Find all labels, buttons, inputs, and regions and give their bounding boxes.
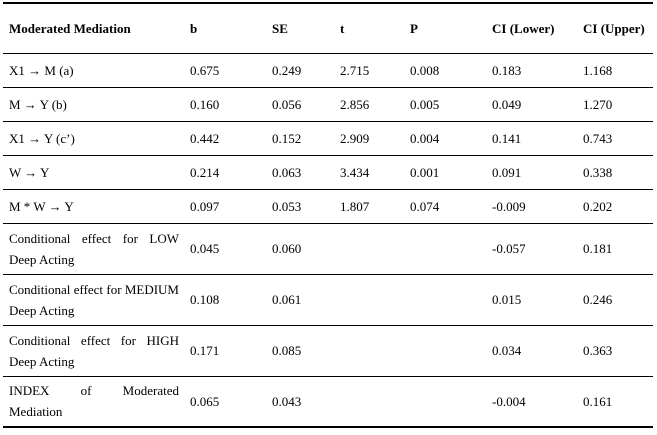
header-ci-lower: CI (Lower)	[492, 20, 555, 36]
cell-ci-upper: 0.161	[583, 393, 613, 409]
cell-p	[405, 376, 487, 427]
header-b: b	[190, 20, 198, 36]
table-row	[3, 53, 653, 87]
cell-t: 2.909	[340, 130, 370, 146]
cell-se: 0.060	[272, 241, 302, 256]
cell-b: 0.097	[190, 198, 220, 214]
cell-t: 2.856	[340, 96, 370, 112]
header-moderated-mediation: Moderated Mediation	[9, 20, 131, 36]
cell-se: 0.152	[272, 130, 302, 146]
cell-b: 0.160	[190, 96, 220, 112]
cell-p: 0.008	[410, 62, 440, 78]
table-row	[3, 325, 653, 376]
table-row	[3, 87, 653, 121]
cell-se: 0.249	[272, 62, 302, 78]
cell-se: 0.085	[272, 343, 302, 358]
cell-ci-upper: 1.168	[583, 62, 613, 78]
header-row	[3, 3, 653, 53]
table-body	[3, 53, 653, 427]
cell-ci-upper: 0.246	[583, 292, 613, 307]
table-row	[3, 155, 653, 189]
row-label: Conditional effect for LOW Deep Acting	[9, 230, 179, 267]
cell-ci-lower: 0.091	[492, 164, 522, 180]
table-row	[3, 376, 653, 427]
cell-ci-lower: 0.183	[492, 62, 522, 78]
cell-ci-lower: 0.034	[492, 343, 522, 358]
cell-p	[405, 223, 487, 274]
cell-b: 0.108	[190, 292, 220, 307]
cell-ci-upper: 0.202	[583, 198, 613, 214]
cell-ci-lower: 0.141	[492, 130, 522, 146]
cell-t	[335, 223, 405, 274]
cell-ci-lower: -0.057	[492, 241, 526, 256]
row-label: M * W → Y	[9, 198, 74, 214]
row-label: Conditional effect for HIGH Deep Acting	[9, 332, 179, 369]
header-t: t	[340, 20, 345, 36]
cell-p	[405, 325, 487, 376]
cell-t	[335, 274, 405, 325]
cell-t	[335, 376, 405, 427]
cell-se: 0.053	[272, 198, 302, 214]
row-label: X1 → Y (c’)	[9, 130, 75, 146]
cell-p: 0.004	[410, 130, 440, 146]
cell-b: 0.065	[190, 393, 220, 409]
moderated-mediation-table	[3, 2, 653, 428]
cell-ci-lower: 0.049	[492, 96, 522, 112]
cell-p	[405, 274, 487, 325]
cell-ci-lower: -0.009	[492, 198, 526, 214]
header-ci-upper: CI (Upper)	[583, 20, 645, 36]
cell-p: 0.005	[410, 96, 440, 112]
header-se: SE	[272, 20, 288, 36]
cell-b: 0.045	[190, 241, 220, 256]
row-label: INDEX of Moderated Mediation	[9, 383, 179, 420]
row-label: Conditional effect for MEDIUM Deep Acting	[9, 281, 179, 318]
cell-ci-upper: 1.270	[583, 96, 613, 112]
table-row	[3, 274, 653, 325]
table-row	[3, 223, 653, 274]
row-label: M → Y (b)	[9, 96, 67, 112]
header-p: P	[410, 20, 418, 36]
cell-ci-upper: 0.363	[583, 343, 613, 358]
cell-t: 1.807	[340, 198, 370, 214]
cell-se: 0.056	[272, 96, 302, 112]
cell-ci-lower: -0.004	[492, 393, 526, 409]
cell-se: 0.043	[272, 393, 302, 409]
cell-se: 0.063	[272, 164, 302, 180]
row-label: X1 → M (a)	[9, 62, 74, 78]
cell-ci-upper: 0.181	[583, 241, 613, 256]
cell-t: 2.715	[340, 62, 370, 78]
cell-t	[335, 325, 405, 376]
cell-ci-lower: 0.015	[492, 292, 522, 307]
cell-p: 0.074	[410, 198, 440, 214]
cell-b: 0.214	[190, 164, 220, 180]
cell-b: 0.675	[190, 62, 220, 78]
table-row	[3, 121, 653, 155]
cell-ci-upper: 0.338	[583, 164, 613, 180]
cell-b: 0.442	[190, 130, 220, 146]
cell-b: 0.171	[190, 343, 220, 358]
cell-ci-upper: 0.743	[583, 130, 613, 146]
cell-t: 3.434	[340, 164, 370, 180]
cell-p: 0.001	[410, 164, 440, 180]
table-header	[3, 3, 653, 53]
row-label: W → Y	[9, 164, 50, 180]
cell-se: 0.061	[272, 292, 302, 307]
table-row	[3, 189, 653, 223]
